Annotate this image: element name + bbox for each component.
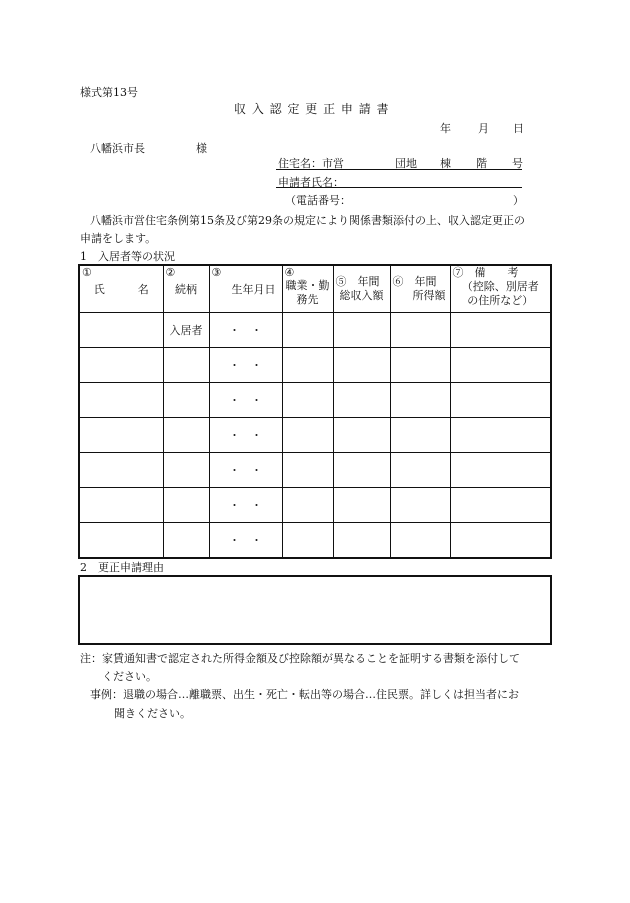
- birthdate-cell[interactable]: ・ ・: [209, 313, 282, 348]
- intro-line-1: 八幡浜市営住宅条例第15条及び第29条の規定により関係書類添付の上、収入認定更正の: [90, 214, 525, 227]
- residence-danchi: 団地: [395, 157, 417, 170]
- note-line-2: ください。: [102, 670, 157, 683]
- name-cell[interactable]: [79, 453, 163, 488]
- residence-underline: [276, 169, 522, 170]
- form-title: 収 入 認 定 更 正 申 請 書: [234, 102, 390, 116]
- phone-close: ）: [513, 194, 524, 207]
- remarks-cell[interactable]: [450, 383, 551, 418]
- total-income-cell[interactable]: [333, 348, 390, 383]
- section-2-heading: 2 更正申請理由: [80, 561, 164, 574]
- occupation-cell[interactable]: [282, 488, 333, 523]
- annual-income-cell[interactable]: [390, 418, 450, 453]
- birthdate-cell[interactable]: ・ ・: [209, 488, 282, 523]
- relation-cell[interactable]: [163, 523, 209, 559]
- remarks-cell[interactable]: [450, 523, 551, 559]
- birthdate-cell[interactable]: ・ ・: [209, 383, 282, 418]
- addressee-honorific: 様: [196, 142, 207, 155]
- table-row: [79, 523, 551, 559]
- total-income-cell[interactable]: [333, 488, 390, 523]
- header-total-income: ⑤ 年間 総収入額: [333, 265, 390, 313]
- header-relation: ② 続柄: [163, 265, 209, 313]
- total-income-cell[interactable]: [333, 453, 390, 488]
- date-day: 日: [513, 122, 524, 135]
- table-row: [79, 383, 551, 418]
- remarks-cell[interactable]: [450, 313, 551, 348]
- section-1-heading: 1 入居者等の状況: [80, 250, 175, 263]
- total-income-cell[interactable]: [333, 383, 390, 418]
- relation-cell[interactable]: [163, 453, 209, 488]
- relation-cell[interactable]: [163, 383, 209, 418]
- header-birthdate: ③ 生年月日: [209, 265, 282, 313]
- date-year: 年: [440, 122, 451, 135]
- occupation-cell[interactable]: [282, 348, 333, 383]
- table-row: [79, 348, 551, 383]
- intro-line-2: 申請をします。: [80, 232, 157, 245]
- relation-cell[interactable]: [163, 348, 209, 383]
- relation-cell[interactable]: [163, 418, 209, 453]
- relation-cell[interactable]: [163, 488, 209, 523]
- annual-income-cell[interactable]: [390, 383, 450, 418]
- name-cell[interactable]: [79, 523, 163, 559]
- remarks-cell[interactable]: [450, 488, 551, 523]
- name-cell[interactable]: [79, 488, 163, 523]
- table-row: [79, 418, 551, 453]
- total-income-cell[interactable]: [333, 313, 390, 348]
- annual-income-cell[interactable]: [390, 523, 450, 559]
- table-row: [79, 313, 551, 348]
- note-line-1: 注：家賃通知書で認定された所得金額及び控除額が異なることを証明する書類を添付して: [80, 652, 520, 665]
- annual-income-cell[interactable]: [390, 488, 450, 523]
- table-row: [79, 488, 551, 523]
- residents-table: [78, 264, 552, 559]
- reason-text-area[interactable]: [78, 575, 552, 645]
- residence-tou: 棟: [440, 157, 451, 170]
- header-remarks: ⑦ 備 考 （控除、別居者 の住所など）: [450, 265, 551, 313]
- name-cell[interactable]: [79, 313, 163, 348]
- total-income-cell[interactable]: [333, 418, 390, 453]
- name-cell[interactable]: [79, 348, 163, 383]
- applicant-label: 申請者氏名：: [278, 176, 344, 189]
- birthdate-cell[interactable]: ・ ・: [209, 523, 282, 559]
- table-row: [79, 453, 551, 488]
- remarks-cell[interactable]: [450, 418, 551, 453]
- total-income-cell[interactable]: [333, 523, 390, 559]
- annual-income-cell[interactable]: [390, 348, 450, 383]
- date-month: 月: [478, 122, 489, 135]
- phone-label: （電話番号：: [285, 194, 351, 207]
- header-name: ① 氏 名: [79, 265, 163, 313]
- occupation-cell[interactable]: [282, 383, 333, 418]
- remarks-cell[interactable]: [450, 348, 551, 383]
- birthdate-cell[interactable]: ・ ・: [209, 453, 282, 488]
- table-header-row: [79, 265, 551, 313]
- applicant-name-field[interactable]: [276, 187, 522, 188]
- residence-label: 住宅名：市営: [278, 157, 344, 170]
- header-occupation: ④ 職業・勤 務先: [282, 265, 333, 313]
- residence-gou: 号: [512, 157, 523, 170]
- birthdate-cell[interactable]: ・ ・: [209, 418, 282, 453]
- occupation-cell[interactable]: [282, 453, 333, 488]
- name-cell[interactable]: [79, 418, 163, 453]
- addressee-name: 八幡浜市長: [90, 142, 145, 155]
- annual-income-cell[interactable]: [390, 453, 450, 488]
- occupation-cell[interactable]: [282, 523, 333, 559]
- occupation-cell[interactable]: [282, 313, 333, 348]
- example-line-2: 聞きください。: [114, 707, 191, 720]
- residence-kai: 階: [476, 157, 487, 170]
- remarks-cell[interactable]: [450, 453, 551, 488]
- annual-income-cell[interactable]: [390, 313, 450, 348]
- header-annual-income: ⑥ 年間 所得額: [390, 265, 450, 313]
- name-cell[interactable]: [79, 383, 163, 418]
- example-line-1: 事例：退職の場合…離職票、出生・死亡・転出等の場合…住民票。詳しくは担当者にお: [90, 688, 519, 701]
- occupation-cell[interactable]: [282, 418, 333, 453]
- birthdate-cell[interactable]: ・ ・: [209, 348, 282, 383]
- relation-cell[interactable]: 入居者: [163, 313, 209, 348]
- form-number: 様式第13号: [80, 86, 138, 99]
